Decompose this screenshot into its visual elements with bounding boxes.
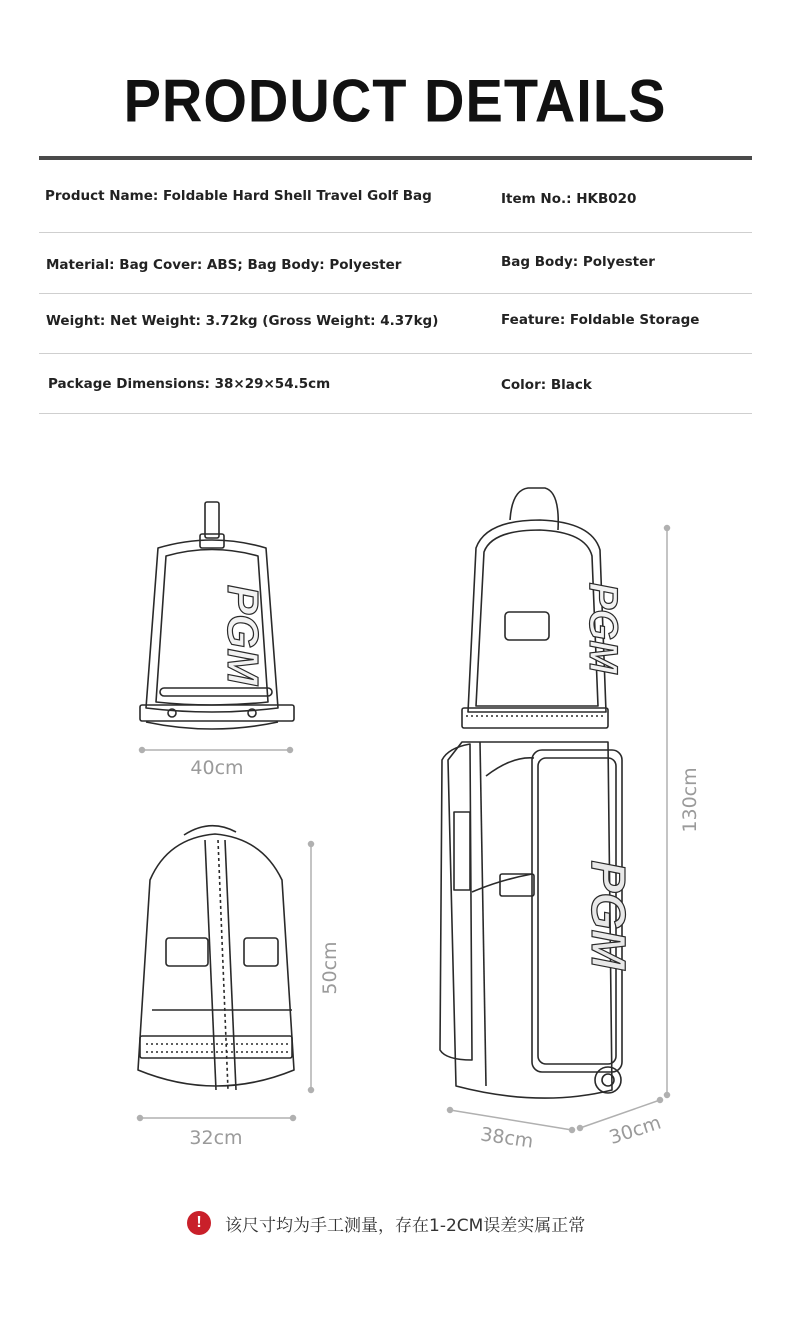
measurement-note-text: 该尺寸均为手工测量，存在1-2CM误差实属正常	[225, 1215, 586, 1236]
extended-travel-bag-view	[440, 488, 622, 1098]
dim-folded-height: 50cm	[319, 941, 341, 995]
pgm-logo: PGM	[581, 582, 625, 674]
title-divider	[39, 156, 752, 160]
page-title: PRODUCT DETAILS	[123, 66, 667, 135]
dim-folded-depth: 32cm	[189, 1127, 243, 1149]
spec-bag-body: Bag Body: Polyester	[501, 254, 655, 270]
spec-weight: Weight: Net Weight: 3.72kg (Gross Weight: 4.37kg)	[46, 313, 439, 329]
spec-product-name: Product Name: Foldable Hard Shell Travel Golf Bag	[45, 188, 432, 204]
folded-bag-side-view	[138, 826, 294, 1090]
dim-open-height: 130cm	[679, 767, 701, 833]
row-divider	[39, 293, 752, 294]
spec-item-no: Item No.: HKB020	[501, 191, 637, 207]
spec-material: Material: Bag Cover: ABS; Bag Body: Polyester	[46, 257, 402, 273]
spec-feature: Feature: Foldable Storage	[501, 312, 700, 328]
spec-color: Color: Black	[501, 377, 592, 393]
dim-open-width: 38cm	[478, 1123, 535, 1153]
row-divider	[39, 353, 752, 354]
pgm-logo: PGM	[581, 860, 634, 970]
exclamation-icon: !	[187, 1211, 211, 1235]
pgm-logo: PGM	[218, 584, 267, 686]
dim-folded-width: 40cm	[190, 757, 244, 779]
dim-open-depth: 30cm	[606, 1111, 664, 1149]
row-divider	[39, 413, 752, 414]
row-divider	[39, 232, 752, 233]
spec-package-dimensions: Package Dimensions: 38×29×54.5cm	[48, 376, 331, 392]
measurement-note	[187, 1209, 585, 1237]
product-dimension-illustration	[0, 420, 790, 1190]
folded-bag-front-view	[140, 502, 294, 729]
